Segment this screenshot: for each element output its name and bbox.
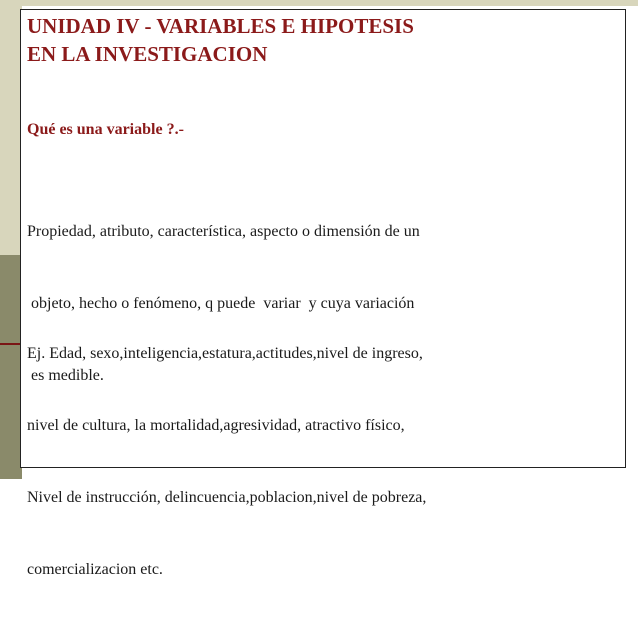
top-decorative-band [22, 0, 638, 6]
definition-line: Propiedad, atributo, característica, aspecto o dimensión de un [27, 223, 420, 240]
slide-title-line: UNIDAD IV - VARIABLES E HIPOTESIS [27, 14, 414, 38]
example-line: Ej. Edad, sexo,inteligencia,estatura,actitudes,nivel de ingreso, [27, 345, 423, 362]
slide-title-line: EN LA INVESTIGACION [27, 42, 268, 66]
example-line: nivel de cultura, la mortalidad,agresividad, atractivo físico, [27, 417, 405, 434]
slide-content-frame [20, 9, 626, 578]
accent-line [0, 343, 22, 345]
examples-paragraph [27, 294, 426, 630]
left-decorative-band-dark [0, 255, 22, 479]
example-line: comercializacion etc. [27, 561, 163, 578]
definition-line: objeto, hecho o fenómeno, q puede variar y cuya variación [27, 295, 415, 312]
slide-title [27, 12, 414, 68]
question-heading: Qué es una variable ?.- [27, 121, 184, 138]
example-line: Nivel de instrucción, delincuencia,poblacion,nivel de pobreza, [27, 489, 427, 506]
definition-line: es medible. [27, 367, 104, 384]
